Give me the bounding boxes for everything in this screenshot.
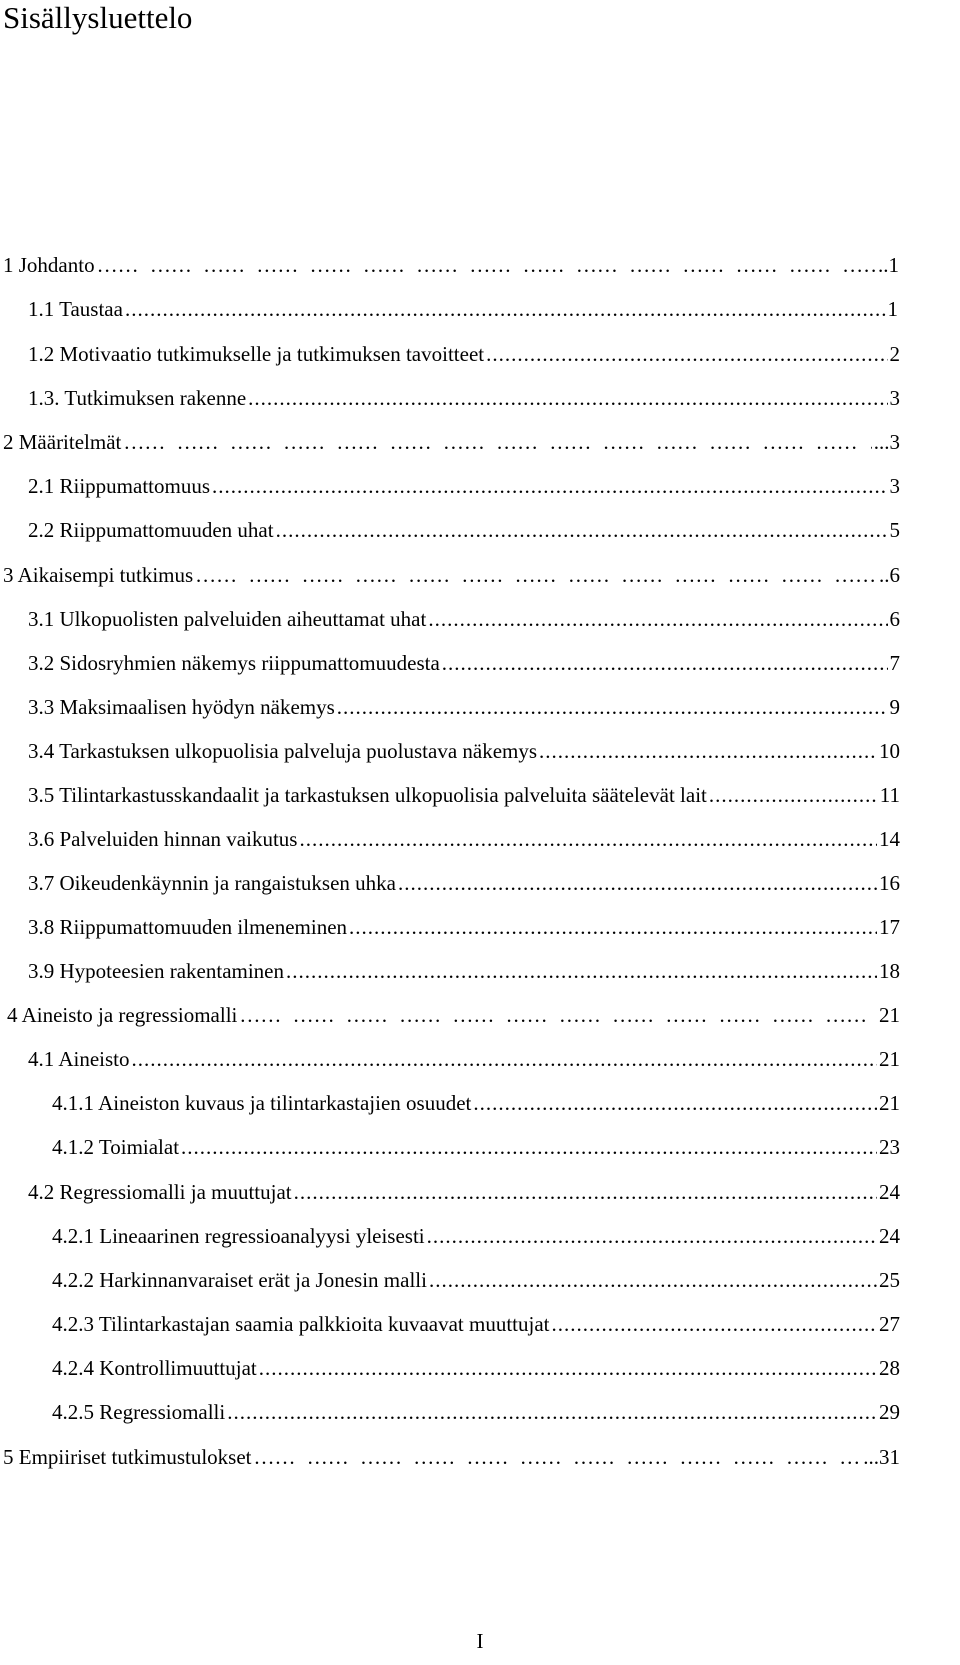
dot-leader	[97, 252, 876, 278]
toc-entry-text: 5 Empiiriset tutkimustulokset	[3, 1445, 252, 1469]
toc-page-number: ..6	[879, 563, 900, 587]
toc-entry-text: 4.1.2 Toimialat	[52, 1135, 180, 1159]
toc-entry-2-2[interactable]	[28, 517, 900, 543]
toc-entry-text: 4.2.1 Lineaarinen regressioanalyysi yleisesti	[52, 1224, 425, 1248]
toc-page-number: 24	[879, 1224, 900, 1248]
toc-page-number: 29	[879, 1400, 900, 1424]
toc-entry-text: 1.1 Taustaa	[28, 297, 123, 321]
dot-leader	[259, 1355, 877, 1381]
toc-entry-1-2[interactable]	[28, 341, 900, 367]
dot-leader	[227, 1399, 877, 1425]
toc-page-number: 21	[879, 1047, 900, 1071]
toc-page-number: ...31	[863, 1445, 900, 1469]
dot-leader	[349, 914, 877, 940]
dot-leader	[473, 1090, 877, 1116]
dot-leader	[539, 738, 877, 764]
toc-entry-3-8[interactable]	[28, 914, 900, 940]
dot-leader	[337, 694, 888, 720]
toc-entry-5[interactable]	[3, 1444, 900, 1470]
toc-page-number: ..1	[878, 253, 899, 277]
dot-leader	[254, 1444, 862, 1470]
dot-leader	[212, 473, 887, 499]
dot-leader	[276, 517, 888, 543]
toc-entry-text: 1 Johdanto	[3, 253, 95, 277]
toc-entry-1[interactable]	[3, 252, 899, 278]
toc-entry-4-2-4[interactable]	[52, 1355, 900, 1381]
toc-entry-text: 4 Aineisto ja regressiomalli	[7, 1003, 238, 1027]
dot-leader	[181, 1134, 877, 1160]
toc-entry-2-1[interactable]	[28, 473, 900, 499]
toc-page-number: 21	[879, 1091, 900, 1115]
dot-leader	[195, 562, 877, 588]
toc-entry-4-2[interactable]	[28, 1179, 900, 1205]
toc-entry-3-2[interactable]	[28, 650, 900, 676]
toc-entry-4-2-1[interactable]	[52, 1223, 900, 1249]
toc-entry-3-1[interactable]	[28, 606, 900, 632]
toc-entry-text: 4.1 Aineisto	[28, 1047, 130, 1071]
toc-page-number: 14	[879, 827, 900, 851]
toc-entry-2[interactable]	[3, 429, 900, 455]
toc-entry-text: 4.2.2 Harkinnanvaraiset erät ja Jonesin malli	[52, 1268, 427, 1292]
dot-leader	[286, 958, 877, 984]
toc-page-number: 6	[889, 607, 900, 631]
dot-leader	[427, 1223, 877, 1249]
page-number-footer: I	[476, 1629, 484, 1653]
toc-entry-text: 3.8 Riippumattomuuden ilmeneminen	[28, 915, 348, 939]
toc-entry-text: 4.2.3 Tilintarkastajan saamia palkkioita kuvaavat muuttujat	[52, 1312, 550, 1336]
toc-entry-text: 3.2 Sidosryhmien näkemys riippumattomuudesta	[28, 651, 440, 675]
toc-entry-3-5[interactable]	[28, 782, 900, 808]
toc-entry-text: 2.2 Riippumattomuuden uhat	[28, 518, 274, 542]
toc-entry-3-3[interactable]	[28, 694, 900, 720]
toc-entry-text: 1.3. Tutkimuksen rakenne	[28, 386, 247, 410]
toc-page-number: 11	[879, 783, 900, 807]
toc-entry-4-1-1[interactable]	[52, 1090, 900, 1116]
toc-entry-text: 4.2 Regressiomalli ja muuttujat	[28, 1180, 292, 1204]
dot-leader	[428, 606, 887, 632]
dot-leader	[294, 1179, 877, 1205]
dot-leader	[248, 385, 887, 411]
toc-page-number: 10	[879, 739, 900, 763]
toc-entry-text: 4.1.1 Aineiston kuvaus ja tilintarkastajien osuudet	[52, 1091, 472, 1115]
toc-entry-3[interactable]	[3, 562, 900, 588]
toc-entry-4-1-2[interactable]	[52, 1134, 900, 1160]
dot-leader	[486, 341, 887, 367]
toc-page-number: 28	[879, 1356, 900, 1380]
page-title: Sisällysluettelo	[3, 0, 193, 35]
toc-entry-text: 3 Aikaisempi tutkimus	[3, 563, 194, 587]
toc-page-number: 16	[879, 871, 900, 895]
toc-entry-text: 3.5 Tilintarkastusskandaalit ja tarkastuksen ulkopuolisia palveluita säätelevät lait	[28, 783, 707, 807]
toc-page-number: 25	[879, 1268, 900, 1292]
toc-entry-text: 3.7 Oikeudenkäynnin ja rangaistuksen uhka	[28, 871, 396, 895]
toc-entry-text: 3.9 Hypoteesien rakentaminen	[28, 959, 284, 983]
toc-entry-3-7[interactable]	[28, 870, 900, 896]
toc-entry-text: 2.1 Riippumattomuus	[28, 474, 211, 498]
toc-page-number: 27	[879, 1312, 900, 1336]
toc-entry-4[interactable]	[7, 1002, 900, 1028]
toc-page-number: 3	[889, 474, 900, 498]
toc-entry-4-1[interactable]	[28, 1046, 900, 1072]
dot-leader	[299, 826, 877, 852]
dot-leader	[552, 1311, 878, 1337]
toc-page-number: 2	[889, 342, 900, 366]
toc-entry-1-1[interactable]	[28, 296, 898, 322]
dot-leader	[709, 782, 878, 808]
dot-leader	[123, 429, 871, 455]
toc-page-number: 9	[889, 695, 900, 719]
dot-leader	[429, 1267, 877, 1293]
toc-entry-3-4[interactable]	[28, 738, 900, 764]
dot-leader	[398, 870, 877, 896]
toc-entry-text: 3.1 Ulkopuolisten palveluiden aiheuttamat uhat	[28, 607, 427, 631]
dot-leader	[125, 296, 886, 322]
toc-entry-text: 4.2.4 Kontrollimuuttujat	[52, 1356, 257, 1380]
toc-entry-text: 4.2.5 Regressiomalli	[52, 1400, 226, 1424]
toc-entry-1-3[interactable]	[28, 385, 900, 411]
dot-leader	[442, 650, 888, 676]
dot-leader	[132, 1046, 877, 1072]
toc-page-number: 3	[889, 386, 900, 410]
toc-entry-text: 2 Määritelmät	[3, 430, 122, 454]
toc-entry-text: 3.3 Maksimaalisen hyödyn näkemys	[28, 695, 335, 719]
toc-page-number: 17	[879, 915, 900, 939]
toc-page-number: ...3	[873, 430, 900, 454]
toc-page-number: 23	[879, 1135, 900, 1159]
toc-page-number: 21	[879, 1003, 900, 1027]
toc-page-number: 1	[887, 297, 898, 321]
dot-leader	[239, 1002, 877, 1028]
toc-page-number: 7	[889, 651, 900, 675]
toc-entry-text: 1.2 Motivaatio tutkimukselle ja tutkimuksen tavoitteet	[28, 342, 485, 366]
toc-entry-text: 3.6 Palveluiden hinnan vaikutus	[28, 827, 298, 851]
toc-entry-3-9[interactable]	[28, 958, 900, 984]
toc-entry-4-2-5[interactable]	[52, 1399, 900, 1425]
toc-entry-4-2-2[interactable]	[52, 1267, 900, 1293]
toc-page-number: 5	[889, 518, 900, 542]
toc-entry-text: 3.4 Tarkastuksen ulkopuolisia palveluja puolustava näkemys	[28, 739, 538, 763]
toc-page-number: 18	[879, 959, 900, 983]
toc-entry-4-2-3[interactable]	[52, 1311, 900, 1337]
toc-page-number: 24	[879, 1180, 900, 1204]
toc-entry-3-6[interactable]	[28, 826, 900, 852]
